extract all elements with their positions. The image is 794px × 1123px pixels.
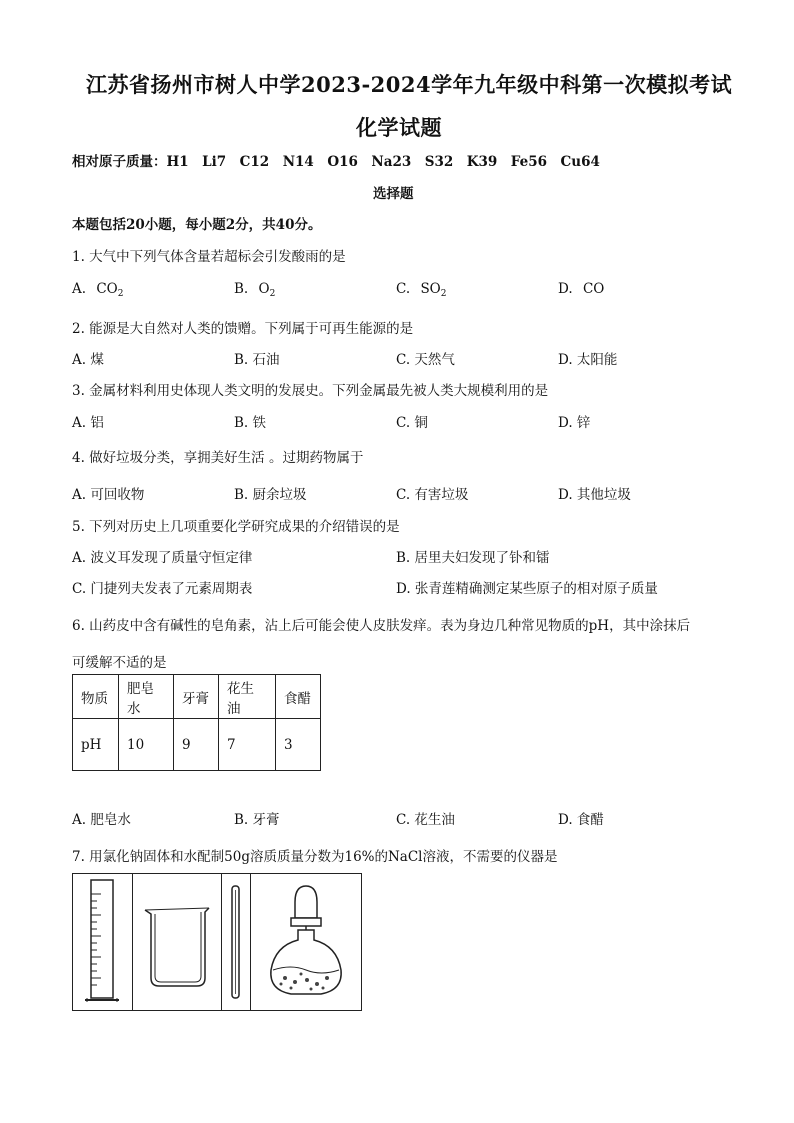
q5-option-c: C. 门捷列夫发表了元素周期表 [72,581,253,597]
ph-table-cell: 牙膏 [174,675,219,719]
q1-a-formula: $CO_2$ [96,281,124,299]
q3-option-c: C. 铜 [396,415,428,431]
q6-option-d: D. 食醋 [558,812,604,828]
ph-table-cell: 9 [174,719,219,771]
ph-table-cell: 肥皂水 [119,675,174,719]
graduated-cylinder-icon [73,874,132,1010]
exam-subtitle: 化学试题 [356,115,442,140]
q2-option-b: B. 石油 [234,352,280,368]
q4-option-c: C. 有害垃圾 [396,487,469,503]
q3-stem: 3. 金属材料利用史体现人类文明的发展史。下列金属最先被人类大规模利用的是 [72,383,549,399]
glass-rod-figure [222,874,251,1010]
section-instructions: 本题包括20小题，每小题2分，共40分。 [72,217,322,233]
q1-stem: 1. 大气中下列气体含量若超标会引发酸雨的是 [72,249,346,265]
q3-option-d: D. 锌 [558,415,591,431]
beaker-figure [133,874,222,1010]
q5-option-a: A. 波义耳发现了质量守恒定律 [72,550,253,566]
q1-option-a [72,281,123,297]
q6-stem-line2: 可缓解不适的是 [72,655,167,671]
alcohol-lamp-figure [251,874,362,1010]
beaker-icon [133,874,221,1010]
glass-rod-icon [222,874,250,1010]
q2-option-d: D. 太阳能 [558,352,618,368]
q7-stem: 7. 用氯化钠固体和水配制50g溶质质量分数为16%的NaCl溶液，不需要的仪器是 [72,849,558,865]
q1-option-d [558,281,604,297]
q4-option-a: A. 可回收物 [72,487,145,503]
q6-option-a: A. 肥皂水 [72,812,131,828]
q4-option-b: B. 厨余垃圾 [234,487,307,503]
ph-table-cell: 花生油 [219,675,276,719]
q1-d-label: D. [558,281,573,297]
q1-option-b [234,281,275,297]
ph-table-cell: 物质 [73,675,119,719]
q1-d-formula: CO [582,281,605,297]
ph-table [72,674,321,771]
ph-table-cell: pH [73,719,119,771]
q1-a-label: A. [72,281,87,297]
q4-option-d: D. 其他垃圾 [558,487,631,503]
q1-b-formula: $O_2$ [258,281,276,299]
ph-table-row [73,675,321,719]
q1-c-label: C. [396,281,411,297]
exam-title: 江苏省扬州市树人中学2023-2024学年九年级中科第一次模拟考试 [86,72,733,97]
q5-option-b: B. 居里夫妇发现了钋和镭 [396,550,550,566]
q4-stem: 4. 做好垃圾分类，享拥美好生活 。过期药物属于 [72,450,364,466]
q5-stem: 5. 下列对历史上几项重要化学研究成果的介绍错误的是 [72,519,400,535]
q2-option-a: A. 煤 [72,352,104,368]
ph-table-row [73,719,321,771]
q3-option-a: A. 铝 [72,415,104,431]
q3-option-b: B. 铁 [234,415,267,431]
q6-stem-line1: 6. 山药皮中含有碱性的皂角素，沾上后可能会使人皮肤发痒。表为身边几种常见物质的pH，其中涂抹后 [72,618,691,634]
ph-table-cell: 10 [119,719,174,771]
q1-c-formula: $SO_2$ [420,281,447,299]
atomic-masses: 相对原子质量：H1 Li7 C12 N14 O16 Na23 S32 K39 Fe56 Cu64 [72,154,600,170]
q7-apparatus-figures [72,873,362,1011]
q5-option-d: D. 张青莲精确测定某些原子的相对原子质量 [396,581,658,597]
q2-option-c: C. 天然气 [396,352,455,368]
ph-table-cell: 3 [276,719,321,771]
q6-option-b: B. 牙膏 [234,812,280,828]
q2-stem: 2. 能源是大自然对人类的馈赠。下列属于可再生能源的是 [72,321,414,337]
section-title: 选择题 [373,186,414,202]
ph-table-cell: 食醋 [276,675,321,719]
q1-b-label: B. [234,281,249,297]
graduated-cylinder-figure [73,874,133,1010]
ph-table-cell: 7 [219,719,276,771]
q6-option-c: C. 花生油 [396,812,455,828]
q1-option-c [396,281,447,297]
alcohol-lamp-icon [251,874,362,1010]
